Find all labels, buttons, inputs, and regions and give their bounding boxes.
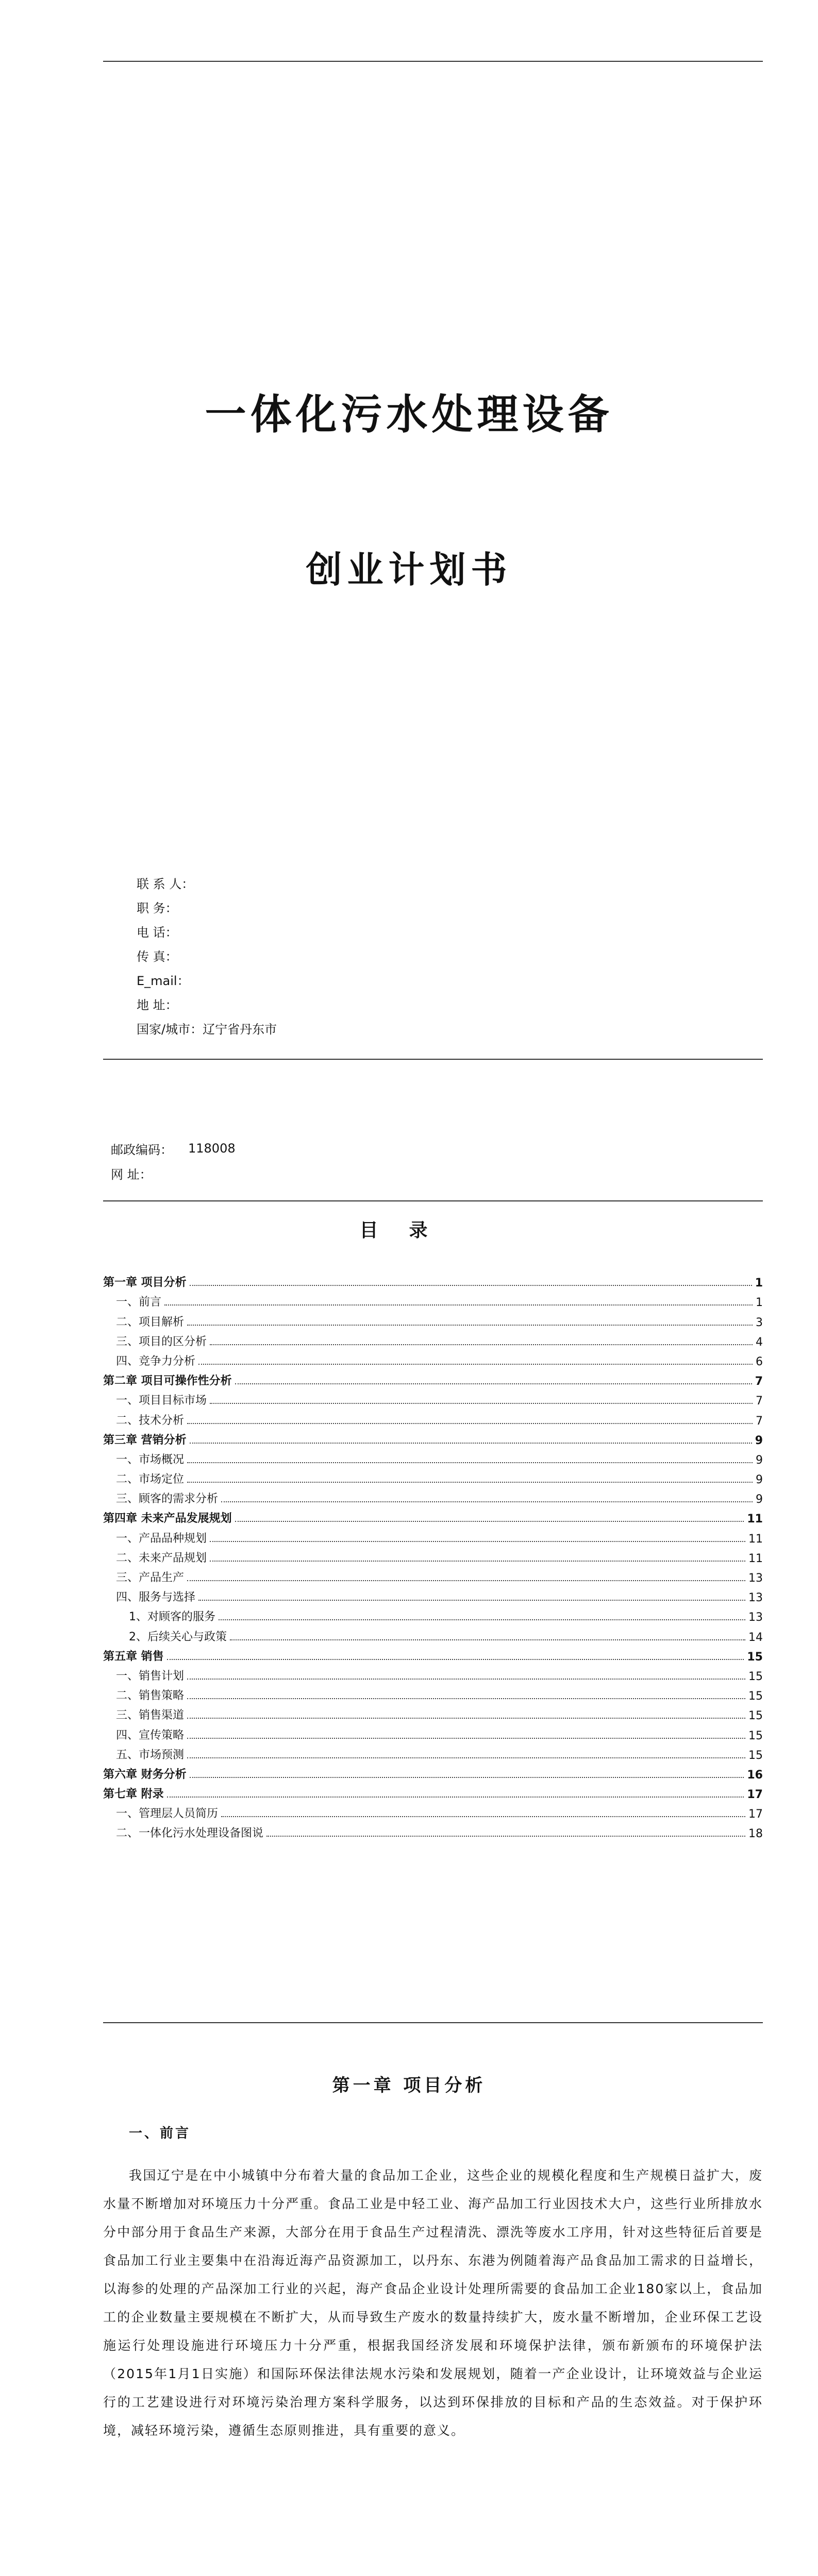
toc-leader xyxy=(210,1541,745,1542)
info-rule xyxy=(103,1059,763,1060)
toc-entry-page: 13 xyxy=(748,1611,763,1624)
toc-entry-label: 一、市场概况 xyxy=(116,1453,185,1466)
toc-leader xyxy=(190,1443,752,1444)
toc-entry-label: 第七章 附录 xyxy=(103,1788,164,1801)
toc-entry[interactable] xyxy=(103,1801,763,1821)
toc-entry[interactable] xyxy=(103,1742,763,1762)
toc-leader xyxy=(219,1619,745,1620)
toc-leader xyxy=(221,1816,745,1817)
toc-entry-page: 17 xyxy=(747,1788,763,1802)
toc-entry-page: 9 xyxy=(756,1493,763,1506)
paragraph: 我国辽宁是在中小城镇中分布着大量的食品加工企业，这些企业的规模化程度和生产规模日益扩大，废水量不断增加对环境压力十分严重。食品工业是中轻工业、海产品加工行业因技术大户，这些行业所排放水分中部分用于食品生产来源，大部分在用于食品生产过程清洗、漂洗等废水工序用，针对这些特征后首要是食品加工行业主要集中在沿海近海产品资源加工，以丹东、东港为例随着海产品食品加工需求的日益增长，以海参的处理的产品深加工行业的兴起，海产食品企业设计处理所需要的食品加工企业180家以上，食品加工的企业数量主要规模在不断扩大，从而导致生产废水的数量持续扩大，废水量不断增加，企业环保工艺设施运行处理设施进行环境压力十分严重，根据我国经济发展和环境保护法律，颁布新颁布的环境保护法（2015年1月1日实施）和国际环保法律法规水污染和发展规划，随着一产企业设计，让环境效益与企业运行的工艺建设进行对环境污染治理方案科学服务，以达到环保排放的目标和产品的生态效益。对于保护环境，减轻环境污染，遵循生态原则推进，具有重要的意义。 xyxy=(103,2168,763,2438)
toc-entry[interactable] xyxy=(103,1762,763,1782)
toc-entry-label: 一、产品品种规划 xyxy=(116,1532,207,1545)
toc-leader xyxy=(221,1501,753,1502)
toc-entry-label: 第五章 销售 xyxy=(103,1650,164,1663)
toc-entry-label: 二、未来产品规划 xyxy=(116,1551,207,1565)
contact-row xyxy=(137,871,652,895)
toc-leader xyxy=(187,1757,745,1758)
toc-entry[interactable] xyxy=(103,1467,763,1486)
toc-entry[interactable] xyxy=(103,1821,763,1840)
toc-entry-label: 三、项目的区分析 xyxy=(116,1335,207,1348)
toc-entry-label: 第四章 未来产品发展规划 xyxy=(103,1512,232,1526)
toc-entry-page: 7 xyxy=(755,1375,763,1388)
toc-entry[interactable] xyxy=(103,1664,763,1683)
toc-entry-page: 15 xyxy=(748,1670,763,1683)
toc-entry[interactable] xyxy=(103,1270,763,1290)
toc-entry-label: 三、销售渠道 xyxy=(116,1709,185,1722)
phone-row xyxy=(137,919,652,943)
toc-entry-page: 15 xyxy=(748,1729,763,1742)
toc-entry-page: 13 xyxy=(748,1572,763,1585)
document-title: 一体化污水处理设备 xyxy=(205,390,613,438)
contact-label: 联 系 人： xyxy=(137,877,194,891)
toc-entry-page: 15 xyxy=(747,1650,763,1664)
toc-entry-label: 二、项目解析 xyxy=(116,1315,185,1329)
toc-title: 目录 xyxy=(359,1219,459,1241)
city-label: 国家/城市： xyxy=(137,1022,203,1037)
toc-entry-label: 2、后续关心与政策 xyxy=(129,1630,227,1643)
toc-entry-page: 11 xyxy=(748,1532,763,1546)
website-label: 网 址： xyxy=(111,1167,152,1182)
toc-entry[interactable] xyxy=(103,1703,763,1722)
toc-entry-label: 四、宣传策略 xyxy=(116,1728,185,1742)
postcode-label: 邮政编码： xyxy=(111,1142,173,1157)
toc-entry[interactable] xyxy=(103,1309,763,1329)
toc-entry-label: 四、服务与选择 xyxy=(116,1591,196,1604)
toc-entry[interactable] xyxy=(103,1782,763,1801)
toc-entry-page: 15 xyxy=(748,1690,763,1703)
toc-entry-page: 4 xyxy=(756,1335,763,1349)
toc-entry-label: 一、销售计划 xyxy=(116,1669,185,1683)
toc-entry-label: 第三章 营销分析 xyxy=(103,1433,187,1447)
toc-entry-label: 三、顾客的需求分析 xyxy=(116,1493,219,1506)
postcode-value: 118008 xyxy=(188,1141,236,1156)
chapter-rule xyxy=(103,2022,763,2023)
toc-entry[interactable] xyxy=(103,1644,763,1664)
city-row xyxy=(137,1016,652,1040)
toc-entry[interactable] xyxy=(103,1604,763,1624)
top-rule xyxy=(103,61,763,62)
postcode-row xyxy=(111,1136,236,1161)
toc-leader xyxy=(235,1383,752,1384)
toc-entry-page: 11 xyxy=(748,1552,763,1565)
section-heading: 一、前言 xyxy=(129,2126,191,2141)
toc-entry[interactable] xyxy=(103,1486,763,1506)
postal-info-block xyxy=(111,1136,236,1185)
toc-entry[interactable] xyxy=(103,1408,763,1427)
address-label: 地 址： xyxy=(137,998,178,1012)
phone-label: 电 话： xyxy=(137,925,178,940)
toc-entry-page: 14 xyxy=(748,1631,763,1644)
toc-leader xyxy=(190,1285,752,1286)
toc-leader xyxy=(230,1639,745,1640)
toc-leader xyxy=(190,1777,744,1778)
toc-entry-label: 第一章 项目分析 xyxy=(103,1276,187,1290)
toc-leader xyxy=(187,1718,745,1719)
email-label: E_mail： xyxy=(137,974,190,988)
toc-leader xyxy=(187,1482,753,1483)
toc-entry-label: 二、销售策略 xyxy=(116,1689,185,1703)
toc-entry-page: 6 xyxy=(756,1355,763,1368)
toc-leader xyxy=(210,1344,753,1345)
toc-entry-label: 五、市场预测 xyxy=(116,1748,185,1761)
toc-entry-page: 13 xyxy=(748,1591,763,1605)
toc-entry[interactable] xyxy=(103,1526,763,1545)
toc-entry-page: 1 xyxy=(755,1277,763,1290)
toc-entry-page: 7 xyxy=(756,1395,763,1408)
toc-entry[interactable] xyxy=(103,1585,763,1604)
toc-entry-page: 16 xyxy=(747,1768,763,1782)
toc-top-rule xyxy=(103,1200,763,1201)
toc-leader xyxy=(167,1797,744,1798)
toc-entry-label: 第二章 项目可操作性分析 xyxy=(103,1375,232,1388)
document-subtitle: 创业计划书 xyxy=(306,548,512,591)
toc-entry-page: 17 xyxy=(748,1808,763,1821)
toc-leader xyxy=(187,1580,745,1581)
chapter-title: 第一章 项目分析 xyxy=(332,2075,486,2096)
toc-entry[interactable] xyxy=(103,1683,763,1703)
toc-leader xyxy=(266,1836,745,1837)
toc-leader xyxy=(187,1423,753,1424)
toc-entry-page: 18 xyxy=(748,1827,763,1841)
table-of-contents xyxy=(103,1270,763,1840)
fax-label: 传 真： xyxy=(137,950,178,964)
toc-entry-label: 一、项目目标市场 xyxy=(116,1394,207,1408)
fax-row xyxy=(137,943,652,968)
toc-entry-label: 1、对顾客的服务 xyxy=(129,1611,215,1624)
toc-leader xyxy=(187,1462,753,1463)
toc-entry-label: 二、一体化污水处理设备图说 xyxy=(116,1827,264,1840)
toc-entry-page: 7 xyxy=(756,1414,763,1428)
toc-leader xyxy=(198,1364,753,1365)
toc-entry-page: 11 xyxy=(747,1513,763,1526)
toc-entry[interactable] xyxy=(103,1722,763,1742)
toc-entry[interactable] xyxy=(103,1368,763,1388)
toc-leader xyxy=(198,1600,745,1601)
toc-entry[interactable] xyxy=(103,1388,763,1408)
toc-leader xyxy=(187,1325,753,1326)
toc-leader xyxy=(235,1521,744,1522)
toc-entry-label: 三、产品生产 xyxy=(116,1571,185,1584)
toc-leader xyxy=(187,1698,745,1699)
toc-entry[interactable] xyxy=(103,1428,763,1447)
toc-leader xyxy=(210,1561,745,1562)
toc-leader xyxy=(210,1403,753,1404)
toc-entry-page: 9 xyxy=(756,1473,763,1487)
toc-entry[interactable] xyxy=(103,1447,763,1467)
toc-entry[interactable] xyxy=(103,1565,763,1585)
toc-leader xyxy=(164,1304,753,1306)
toc-entry-page: 3 xyxy=(756,1316,763,1329)
toc-leader xyxy=(167,1659,744,1660)
toc-entry-label: 四、竞争力分析 xyxy=(116,1354,196,1368)
toc-entry-page: 15 xyxy=(748,1709,763,1723)
toc-leader xyxy=(187,1738,745,1739)
toc-entry-page: 9 xyxy=(755,1434,763,1447)
toc-entry[interactable] xyxy=(103,1329,763,1349)
toc-entry-label: 二、技术分析 xyxy=(116,1414,185,1427)
toc-entry[interactable] xyxy=(103,1290,763,1309)
toc-entry-page: 9 xyxy=(756,1453,763,1467)
toc-entry[interactable] xyxy=(103,1546,763,1565)
toc-entry[interactable] xyxy=(103,1506,763,1526)
city-value: 辽宁省丹东市 xyxy=(203,1022,277,1037)
toc-entry-page: 1 xyxy=(756,1296,763,1310)
contact-info-block xyxy=(137,871,652,1040)
website-row xyxy=(111,1161,236,1185)
toc-entry-label: 一、前言 xyxy=(116,1296,162,1309)
position-label: 职 务： xyxy=(137,901,178,916)
address-row xyxy=(137,992,652,1016)
toc-entry-label: 第六章 财务分析 xyxy=(103,1768,187,1781)
toc-entry[interactable] xyxy=(103,1349,763,1368)
toc-entry[interactable] xyxy=(103,1624,763,1643)
toc-entry-page: 15 xyxy=(748,1749,763,1762)
email-row xyxy=(137,968,652,992)
toc-leader xyxy=(187,1679,745,1680)
toc-entry-label: 二、市场定位 xyxy=(116,1473,185,1486)
position-row xyxy=(137,895,652,919)
toc-entry-label: 一、管理层人员简历 xyxy=(116,1807,219,1821)
